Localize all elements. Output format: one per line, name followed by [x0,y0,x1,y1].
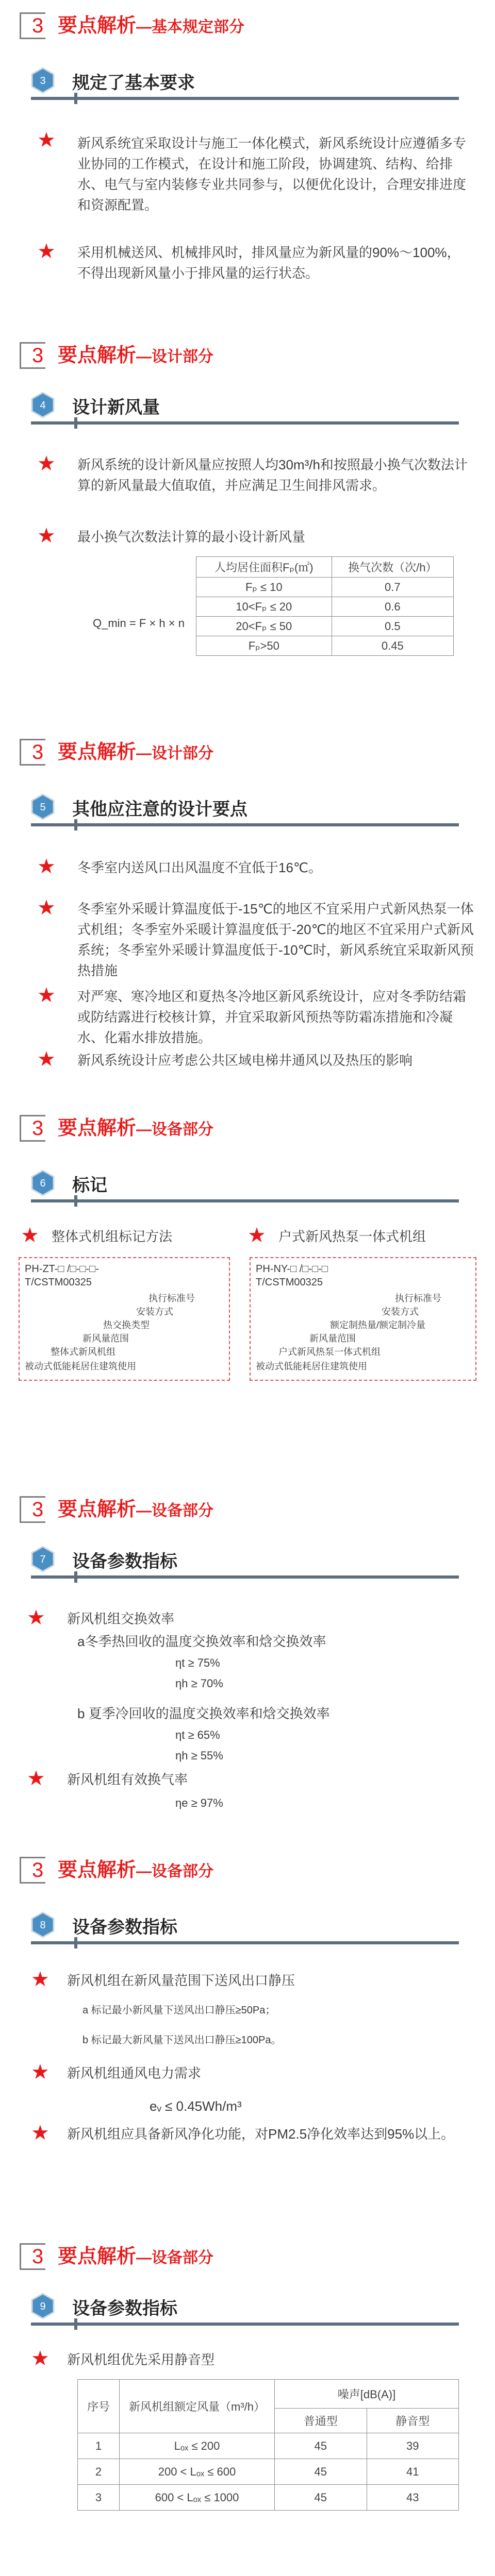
subsection-title: 设备参数指标 [72,2299,177,2318]
divider-tick [74,819,77,831]
table-header: 新风机组额定风量（m³/h） [120,2380,275,2433]
bullet-text: 对严寒、寒冷地区和夏热冬冷地区新风系统设计，应对冬季防结霜或防结露进行校核计算，并宜采取新风预热等防霜冻措施和冷凝水、化霜水排放措施。 [77,989,467,1045]
annot: 整体式新风机组 [51,1347,116,1357]
section-number: 3 [32,1498,44,1521]
divider-bar [31,823,459,826]
divider-bar [31,421,459,425]
hexagon-icon [31,2293,55,2319]
divider-bar [31,1199,459,1202]
table-header: 静音型 [367,2409,459,2433]
subsection-title: 规定了基本要求 [72,73,195,93]
hexagon-icon [31,1546,55,1572]
table-header: 换气次数（次/h） [332,557,453,578]
section-title: 要点解析—基本规定部分 [58,15,245,37]
divider-bar [31,1941,459,1944]
subsection-title: 设计新风量 [72,398,160,417]
table-cell: 39 [367,2433,459,2459]
section-header-2 [0,335,495,376]
sub-line: b 夏季冷回收的温度交换效率和焓交换效率 [77,1706,330,1721]
star-icon: ★ [248,1224,266,1247]
table-cell: 0.5 [332,617,453,636]
annot: 热交换类型 [103,1320,150,1330]
section-number: 3 [32,344,44,367]
bullet-text: 冬季室内送风口出风温度不宜低于16℃。 [77,860,322,875]
table-cell: 600 < Lₒₓ ≤ 1000 [120,2485,275,2511]
bullet-text: 采用机械送风、机械排风时，排风量应为新风量的90%～100%，不得出现新风量小于排风量的运行状态。 [77,245,460,281]
value: eᵥ ≤ 0.45Wh/m³ [150,2098,242,2114]
star-icon: ★ [31,2122,50,2144]
value: ηe ≥ 97% [175,1797,223,1809]
annot: 被动式低能耗居住建筑使用 [25,1361,136,1371]
divider-bar [31,97,459,100]
table-header: 噪声[dB(A)] [275,2380,459,2409]
right-label: 户式新风热泵一体式机组 [278,1229,426,1244]
section-header-5 [0,1489,495,1530]
section-title: 要点解析—设计部分 [58,741,214,763]
table-cell: 45 [275,2459,367,2485]
value: ηh ≥ 70% [175,1677,223,1690]
hexagon-icon [31,793,55,820]
table-cell: 45 [275,2485,367,2511]
annot: 执行标准号 [395,1293,441,1303]
star-icon: ★ [31,1968,50,1991]
table-cell: Lₒₓ ≤ 200 [120,2433,275,2459]
star-icon: ★ [37,524,56,547]
bullet-text: 新风机组交换效率 [67,1611,175,1626]
divider-tick [74,1195,77,1207]
sub-line: a 标记最小新风量下送风出口静压≥50Pa； [82,2005,276,2016]
bullet-text: 新风系统设计应考虑公共区域电梯井通风以及热压的影响 [77,1053,413,1068]
noise-table [77,2379,459,2511]
section-number: 3 [32,1859,44,1882]
formula: Q_min = F × h × n [93,617,185,630]
subsection-header-3 [31,72,485,103]
table-header: 人均居住面积Fₚ(㎡) [196,557,332,578]
svg-text:4: 4 [40,400,46,411]
table-cell: 10<Fₚ ≤ 20 [196,597,332,617]
sub-line: a冬季热回收的温度交换效率和焓交换效率 [77,1634,326,1649]
divider-tick [74,1937,77,1948]
annot: 新风量范围 [309,1333,356,1344]
star-icon: ★ [31,2347,50,2370]
section-title: 要点解析—设备部分 [58,1859,214,1881]
star-icon: ★ [31,2061,50,2083]
bullet-text: 新风系统宜采取设计与施工一体化模式，新风系统设计应遵循多专业协同的工作模式，在设计和施工阶段，协调建筑、结构、给排水、电气与室内装修专业共同参与，以便优化设计，合理安排进度和资源配置。 [77,135,467,213]
divider-tick [74,1571,77,1583]
star-icon: ★ [21,1224,39,1247]
table-cell: 43 [367,2485,459,2511]
subsection-header-7 [31,1551,485,1582]
annot: 执行标准号 [148,1293,195,1303]
code-line: PH-NY-□ /□-□-□ [256,1263,328,1275]
table-cell: 1 [78,2433,120,2459]
bullet-text: 新风机组通风电力需求 [67,2065,202,2081]
svg-text:3: 3 [40,75,46,87]
bullet-text: 新风机组优先采用静音型 [67,2352,215,2367]
table-cell: 41 [367,2459,459,2485]
annot: 被动式低能耗居住建筑使用 [256,1361,367,1371]
subsection-title: 其他应注意的设计要点 [72,800,248,819]
hexagon-icon [31,1170,55,1196]
divider-bar [31,1575,459,1579]
annot: 安装方式 [136,1307,173,1317]
hexagon-icon [31,67,55,94]
table-cell: 0.7 [332,578,453,597]
bullet-text: 新风机组有效换气率 [67,1772,188,1787]
divider-tick [74,2318,77,2330]
code-line: T/CSTM00325 [25,1277,92,1288]
svg-text:7: 7 [40,1554,46,1565]
hexagon-icon [31,1911,55,1938]
table-cell: 0.45 [332,636,453,656]
air-change-table [196,556,454,656]
section-title: 要点解析—设备部分 [58,1117,214,1139]
svg-text:8: 8 [40,1920,46,1931]
sub-line: b 标记最大新风量下送风出口静压≥100Pa。 [82,2035,282,2046]
table-cell: 0.6 [332,597,453,617]
section-number: 3 [32,1117,44,1140]
section-number: 3 [32,2245,44,2268]
divider-bar [31,2323,459,2326]
star-icon: ★ [37,240,56,263]
hexagon-icon [31,392,55,418]
annot: 户式新风热泵一体式机组 [278,1347,381,1357]
star-icon: ★ [27,1767,45,1790]
star-icon: ★ [37,452,56,475]
section-header-1 [0,5,495,46]
star-icon: ★ [27,1606,45,1629]
divider-tick [74,93,77,104]
table-header: 普通型 [275,2409,367,2433]
section-title: 要点解析—设计部分 [58,345,214,366]
bullet-text: 新风机组在新风量范围下送风出口静压 [67,1973,295,1988]
section-header-4 [0,1108,495,1149]
table-cell: 45 [275,2433,367,2459]
svg-text:9: 9 [40,2301,46,2312]
subsection-title: 设备参数指标 [72,1552,177,1571]
section-header-3 [0,732,495,773]
section-header-6 [0,1850,495,1891]
svg-text:6: 6 [40,1178,46,1189]
subsection-header-8 [31,1917,485,1947]
star-icon: ★ [37,984,56,1007]
bullet-text: 新风机组应具备新风净化功能，对PM2.5净化效率达到95%以上。 [67,2126,455,2142]
star-icon: ★ [37,896,56,919]
subsection-header-5 [31,799,485,829]
table-cell: 200 < Lₒₓ ≤ 600 [120,2459,275,2485]
svg-text:5: 5 [40,802,46,813]
subsection-title: 设备参数指标 [72,1918,177,1937]
code-line: T/CSTM00325 [256,1277,323,1288]
subsection-title: 标记 [72,1176,107,1195]
value: ηt ≥ 75% [175,1656,220,1669]
table-cell: 20<Fₚ ≤ 50 [196,617,332,636]
table-cell: Fₚ ≤ 10 [196,578,332,597]
subsection-header-4 [31,397,485,428]
subsection-header-9 [31,2298,485,2329]
section-number: 3 [32,14,44,37]
section-number: 3 [32,741,44,764]
annot: 新风量范围 [82,1333,129,1344]
code-line: PH-ZT-□ /□-□-□- [25,1263,99,1275]
subsection-header-6 [31,1175,485,1206]
section-header-7 [0,2236,495,2277]
left-label: 整体式机组标记方法 [52,1229,173,1244]
table-cell: Fₚ>50 [196,636,332,656]
bullet-text: 最小换气次数法计算的最小设计新风量 [77,529,306,545]
annot: 额定制热量/额定制冷量 [330,1320,425,1330]
value: ηh ≥ 55% [175,1749,223,1762]
annot: 安装方式 [382,1307,419,1317]
value: ηt ≥ 65% [175,1728,220,1741]
section-title: 要点解析—设备部分 [58,2246,214,2267]
table-cell: 3 [78,2485,120,2511]
divider-tick [74,417,77,429]
table-header: 序号 [78,2380,120,2433]
section-title: 要点解析—设备部分 [58,1499,214,1520]
bullet-text: 新风系统的设计新风量应按照人均30m³/h和按照最小换气次数法计算的新风量最大值取值，并应满足卫生间排风需求。 [77,457,468,493]
bullet-text: 冬季室外采暖计算温度低于-15℃的地区不宜采用户式新风热泵一体式机组；冬季室外采暖计算温度低于-20℃的地区不宜采用户式新风系统；冬季室外采暖计算温度低于-10℃时，新风系统宜采取新风预热措施 [77,901,474,978]
star-icon: ★ [37,129,56,151]
star-icon: ★ [37,855,56,878]
table-cell: 2 [78,2459,120,2485]
star-icon: ★ [37,1048,56,1071]
